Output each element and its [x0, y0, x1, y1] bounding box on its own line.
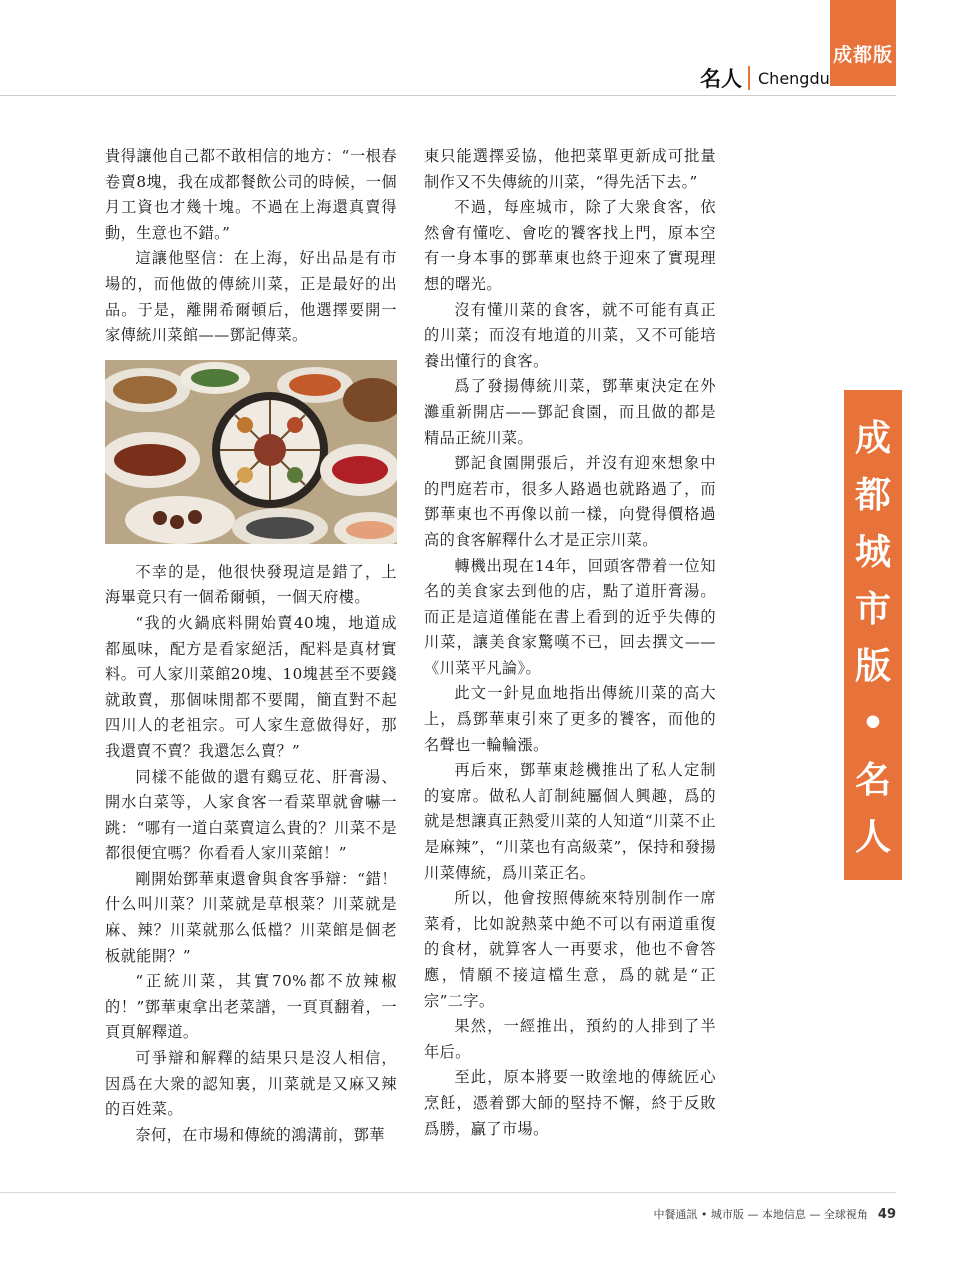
paragraph: 所以，他會按照傳統來特別制作一席菜肴，比如說熱菜中絶不可以有兩道重復的食材，就算客人一再要求，他也不會答應，情願不接這檔生意，爲的就是“正宗”二字。 [424, 889, 716, 1010]
header-divider [748, 66, 750, 90]
sidebar-char: • [861, 703, 885, 744]
sidebar-char: 都 [854, 475, 891, 516]
paragraph: 東只能選擇妥協，他把菜單更新成可批量制作又不失傳統的川菜，“得先活下去。” [424, 147, 716, 191]
sidebar-char: 人 [854, 817, 891, 858]
right-column [424, 144, 716, 1142]
paragraph: 剛開始鄧華東還會與食客爭辯：“錯！什么叫川菜？川菜就是草根菜？川菜就是麻、辣？川菜就那么低檔？川菜館是個老板就能開？” [105, 869, 397, 965]
footer-tagline: 中餐通訊 • 城市版 — 本地信息 — 全球視角 [653, 1208, 868, 1221]
footer-rule [0, 1192, 896, 1193]
sidebar-char: 成 [854, 418, 891, 459]
paragraph: 不過，每座城市，除了大衆食客，依然會有懂吃、會吃的饕客找上門，原本空有一身本事的鄧華東也終于迎來了實現理想的曙光。 [424, 198, 716, 293]
page-number: 49 [877, 1207, 896, 1222]
edition-tab-label: 成都版 [832, 44, 893, 66]
paragraph: 鄧記食園開張后，并沒有迎來想象中的門庭若市，很多人路過也就路過了，而鄧華東也不再像以前一樣，向覺得價格過高的食客解釋什么才是正宗川菜。 [424, 454, 716, 549]
paragraph: 可爭辯和解釋的結果只是沒人相信，因爲在大衆的認知裏，川菜就是又麻又辣的百姓菜。 [105, 1049, 397, 1119]
sidebar-char: 名 [854, 760, 891, 801]
paragraph: 爲了發揚傳統川菜，鄧華東決定在外灘重新開店——鄧記食園，而且做的都是精品正統川菜。 [424, 377, 716, 447]
paragraph: 沒有懂川菜的食客，就不可能有真正的川菜；而沒有地道的川菜，又不可能培養出懂行的食客。 [424, 300, 716, 370]
paragraph: 這讓他堅信：在上海，好出品是有市場的，而他做的傳統川菜，正是最好的出品。于是，離開希爾頓后，他選擇要開一家傳統川菜館——鄧記傳菜。 [105, 249, 397, 345]
paragraph: “正統川菜，其實70%都不放辣椒的！”鄧華東拿出老菜譜，一頁頁翻着，一頁頁解釋道。 [105, 972, 397, 1042]
sidebar-char: 城 [854, 532, 891, 573]
banquet-photo-illustration [105, 360, 397, 544]
edition-tab [830, 0, 896, 86]
paragraph: 此文一針見血地指出傳統川菜的高大上，爲鄧華東引來了更多的饕客，而他的名聲也一輪輪漲。 [424, 684, 716, 754]
paragraph: 果然，一經推出，預約的人排到了半年后。 [424, 1017, 716, 1061]
page-footer [0, 1206, 896, 1222]
paragraph: 奈何，在市場和傳統的鴻溝前，鄧華 [135, 1125, 385, 1144]
left-column [105, 144, 397, 1148]
paragraph: 至此，原本將要一敗塗地的傳統匠心烹飪，憑着鄧大師的堅持不懈，終于反敗爲勝，贏了市場。 [424, 1068, 716, 1138]
banquet-photo [105, 360, 397, 544]
paragraph: 同樣不能做的還有鷄豆花、肝膏湯、開水白菜等，人家食客一看菜單就會嚇一跳：“哪有一道白菜賣這么貴的？川菜不是都很便宜嗎？你看看人家川菜館！” [105, 767, 397, 863]
paragraph: “我的火鍋底料開始賣40塊，地道成都風味，配方是看家絕活，配料是真材實料。可人家川菜館20塊、10塊甚至不要錢就敢賣，那個味閒都不要聞，簡直對不起四川人的老祖宗。可人家生意做得好，那我還賣不賣？我還怎么賣？” [105, 613, 397, 760]
sidebar-char: 版 [854, 646, 891, 687]
section-header [700, 64, 830, 92]
section-title: 名人 [700, 67, 742, 91]
paragraph: 貴得讓他自己都不敢相信的地方：“一根春卷賣8塊，我在成都餐飲公司的時候，一個月工資也才幾十塊。不過在上海還真賣得動，生意也不錯。” [105, 147, 397, 242]
sidebar-title [844, 410, 902, 866]
city-label: Chengdu [758, 68, 830, 88]
paragraph: 不幸的是，他很快發現這是錯了，上海畢竟只有一個希爾頓，一個天府樓。 [105, 562, 397, 607]
sidebar-char: 市 [854, 589, 891, 630]
header-rule [0, 95, 896, 96]
paragraph: 轉機出現在14年，回頭客帶着一位知名的美食家去到他的店，點了道肝膏湯。而正是這道僅能在書上看到的近乎失傳的川菜，讓美食家驚嘆不已，回去撰文——《川菜平凡論》。 [424, 556, 716, 677]
paragraph: 再后來，鄧華東趁機推出了私人定制的宴席。做私人訂制純屬個人興趣，爲的就是想讓真正熱愛川菜的人知道“川菜不止是麻辣”，“川菜也有高級菜”，保持和發揚川菜傳統，爲川菜正名。 [424, 761, 716, 882]
